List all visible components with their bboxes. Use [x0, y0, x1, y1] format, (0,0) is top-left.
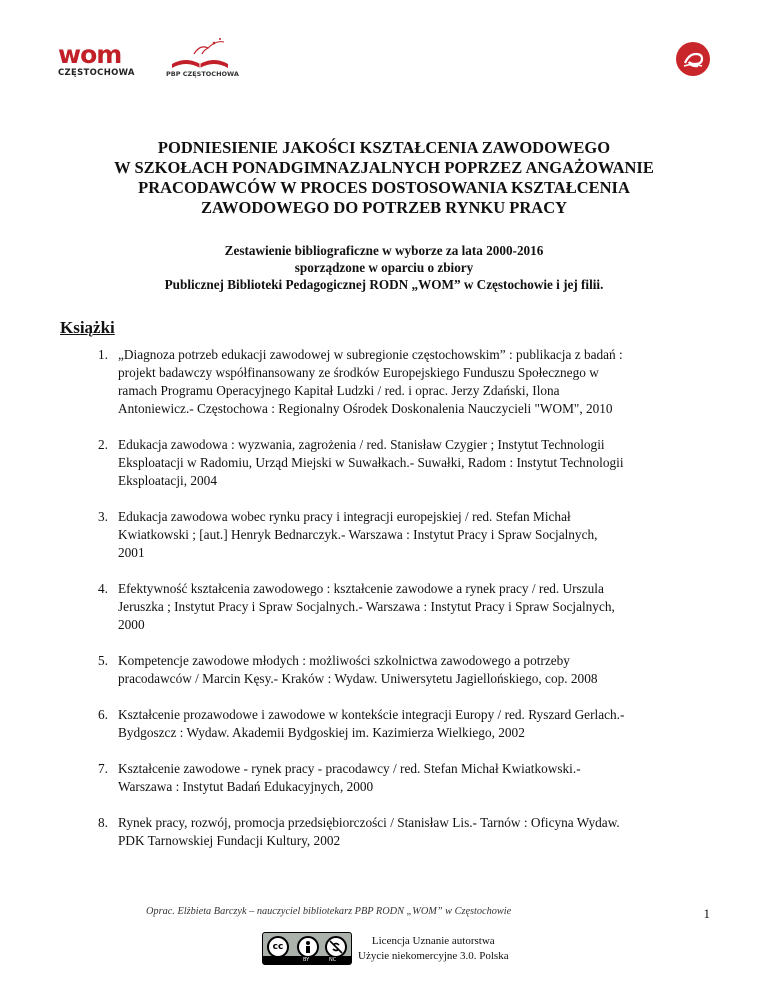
- item-line: 2000: [118, 617, 145, 632]
- cc-badge-strip: [263, 956, 351, 964]
- item-line: Kształcenie zawodowe - rynek pracy - pracodawcy / red. Stefan Michał Kwiatkowski.-: [118, 761, 581, 776]
- list-item: [98, 346, 712, 418]
- item-number: 3.: [98, 509, 108, 524]
- item-line: Kwiatkowski ; [aut.] Henryk Bednarczyk.- Warszawa : Instytut Pracy i Spraw Socjalnych,: [118, 527, 598, 542]
- section-heading-books: Książki: [60, 318, 115, 337]
- page-number: 1: [703, 906, 710, 921]
- bibliography-list: [98, 346, 712, 868]
- title-line: PRACODAWCÓW W PROCES DOSTOSOWANIA KSZTAŁCENIA: [138, 178, 630, 197]
- license-text: [358, 934, 509, 964]
- list-item: [98, 508, 712, 562]
- item-line: Warszawa : Instytut Badań Edukacyjnych, 2000: [118, 779, 374, 794]
- license-line: Użycie niekomercyjne 3.0. Polska: [358, 950, 509, 962]
- library-round-logo: [676, 42, 710, 76]
- subtitle-line: sporządzone w oparciu o zbiory: [294, 260, 474, 275]
- license-block: [262, 932, 542, 968]
- item-number: 4.: [98, 581, 108, 596]
- cc-license-badge[interactable]: [262, 932, 352, 965]
- open-book-icon: [676, 42, 710, 76]
- item-line: projekt badawczy współfinansowany ze środków Europejskiego Funduszu Społecznego w: [118, 365, 599, 380]
- title-line: ZAWODOWEGO DO POTRZEB RYNKU PRACY: [200, 198, 568, 217]
- footer-credit: Oprac. Elżbieta Barczyk – nauczyciel bibliotekarz PBP RODN „WOM” w Częstochowie: [146, 906, 512, 917]
- wom-logo-mark: wom: [58, 40, 122, 69]
- license-line: Licencja Uznanie autorstwa: [371, 935, 495, 947]
- item-line: Kompetencje zawodowe młodych : możliwości szkolnictwa zawodowego a potrzeby: [118, 653, 570, 668]
- header-logos: [58, 34, 710, 84]
- item-line: PDK Tarnowskiej Fundacji Kultury, 2002: [118, 833, 341, 848]
- item-number: 7.: [98, 761, 108, 776]
- wom-logo: [58, 40, 142, 84]
- non-commercial-icon: [325, 936, 347, 958]
- cc-nc-label: NC: [329, 957, 337, 963]
- item-line: „Diagnoza potrzeb edukacji zawodowej w subregionie częstochowskim” : publikacja z badań :: [118, 347, 623, 362]
- document-title: [60, 138, 708, 218]
- cc-by-label: BY: [303, 957, 310, 963]
- item-line: Edukacja zawodowa wobec rynku pracy i integracji europejskiej / red. Stefan Michał: [118, 509, 571, 524]
- item-number: 2.: [98, 437, 108, 452]
- subtitle-line: Zestawienie bibliograficzne w wyborze za lata 2000-2016: [224, 243, 544, 258]
- title-line: W SZKOŁACH PONADGIMNAZJALNYCH POPRZEZ ANGAŻOWANIE: [114, 158, 654, 177]
- item-number: 6.: [98, 707, 108, 722]
- item-number: 5.: [98, 653, 108, 668]
- item-line: pracodawców / Marcin Kęsy.- Kraków : Wydaw. Uniwersytetu Jagiellońskiego, cop. 2008: [118, 671, 598, 686]
- list-item: [98, 814, 712, 850]
- item-line: Antoniewicz.- Częstochowa : Regionalny Ośrodek Doskonalenia Nauczycieli "WOM", 2010: [118, 401, 613, 416]
- item-line: Kształcenie prozawodowe i zawodowe w kontekście integracji Europy / red. Ryszard Gerlach.-: [118, 707, 625, 722]
- list-item: [98, 760, 712, 796]
- item-line: Bydgoszcz : Wydaw. Akademii Bydgoskiej im. Kazimierza Wielkiego, 2002: [118, 725, 525, 740]
- subtitle-line: Publicznej Biblioteki Pedagogicznej RODN „WOM” w Częstochowie i jej filii.: [164, 277, 604, 292]
- item-line: Rynek pracy, rozwój, promocja przedsiębiorczości / Stanisław Lis.- Tarnów : Oficyna Wydaw.: [118, 815, 620, 830]
- item-line: Eksploatacji, 2004: [118, 473, 217, 488]
- person-icon: [297, 936, 319, 958]
- item-number: 8.: [98, 815, 108, 830]
- pbp-logo: [164, 34, 238, 82]
- item-line: ramach Programu Operacyjnego Kapitał Ludzki / red. i oprac. Jerzy Zdański, Ilona: [118, 383, 560, 398]
- list-item: [98, 706, 712, 742]
- item-number: 1.: [98, 347, 108, 362]
- cc-icon: cc: [267, 936, 289, 958]
- document-header: [60, 138, 708, 293]
- wom-logo-city: CZĘSTOCHOWA: [58, 68, 135, 78]
- item-line: Efektywność kształcenia zawodowego : kształcenie zawodowe a rynek pracy / red. Urszula: [118, 581, 604, 596]
- list-item: [98, 652, 712, 688]
- title-line: PODNIESIENIE JAKOŚCI KSZTAŁCENIA ZAWODOWEGO: [157, 138, 611, 157]
- list-item: [98, 436, 712, 490]
- item-line: Edukacja zawodowa : wyzwania, zagrożenia / red. Stanisław Czygier ; Instytut Technologii: [118, 437, 605, 452]
- document-subtitle: [60, 242, 708, 293]
- list-item: [98, 580, 712, 634]
- page-footer: [60, 906, 710, 926]
- item-line: 2001: [118, 545, 145, 560]
- book-bird-icon: [164, 34, 238, 74]
- item-line: Jeruszka ; Instytut Pracy i Spraw Socjalnych.- Warszawa : Instytut Pracy i Spraw Socjalnych,: [118, 599, 615, 614]
- item-line: Eksploatacji w Radomiu, Urząd Miejski w Suwałkach.- Suwałki, Radom : Instytut Technologii: [118, 455, 624, 470]
- pbp-logo-caption: PBP CZĘSTOCHOWA: [166, 70, 239, 78]
